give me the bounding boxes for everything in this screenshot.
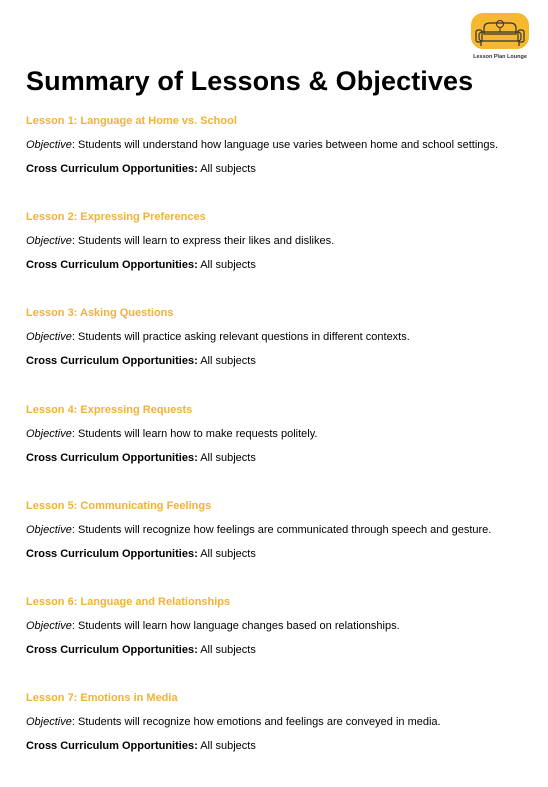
- lesson-heading: Lesson 1: Language at Home vs. School: [26, 115, 237, 127]
- lesson-cross-curriculum: [26, 451, 536, 465]
- objective-text: Students will practice asking relevant questions in different contexts.: [77, 331, 410, 344]
- objective-text: Students will understand how language use varies between home and school settings.: [77, 139, 499, 151]
- lesson-item: [26, 306, 536, 402]
- cross-curriculum-label: Cross Curriculum Opportunities:: [26, 163, 198, 175]
- objective-text: Students will learn how language changes based on relationships.: [77, 619, 400, 632]
- lesson-item: [26, 210, 536, 306]
- objective-separator: :: [71, 331, 78, 344]
- lesson-item: [26, 691, 536, 787]
- objective-separator: :: [71, 619, 78, 632]
- brand-name: Lesson Plan Lounge: [473, 54, 527, 60]
- objective-label: Objective: [26, 427, 72, 440]
- objective-label: Objective: [26, 716, 72, 729]
- cross-curriculum-label: Cross Curriculum Opportunities:: [26, 355, 198, 368]
- lesson-item: [26, 403, 536, 499]
- couch-logo-icon: [466, 12, 534, 56]
- cross-curriculum-text: All subjects: [200, 740, 256, 753]
- objective-label: Objective: [26, 619, 72, 632]
- cross-curriculum-label: Cross Curriculum Opportunities:: [26, 547, 198, 560]
- objective-separator: :: [71, 235, 78, 248]
- objective-text: Students will recognize how emotions and feelings are conveyed in media.: [77, 716, 441, 729]
- brand-logo: [466, 12, 534, 66]
- page-title: Summary of Lessons & Objectives: [26, 66, 474, 96]
- lesson-objective: [26, 427, 536, 441]
- objective-label: Objective: [26, 235, 72, 248]
- lesson-objective: [26, 234, 536, 248]
- lesson-cross-curriculum: [26, 547, 536, 561]
- objective-separator: :: [71, 716, 78, 729]
- lesson-cross-curriculum: [26, 258, 536, 272]
- lesson-item: [26, 499, 536, 595]
- lesson-heading: Lesson 4: Expressing Requests: [26, 403, 193, 416]
- objective-separator: :: [71, 523, 78, 536]
- lesson-list: [26, 114, 536, 787]
- cross-curriculum-text: All subjects: [200, 547, 256, 560]
- cross-curriculum-label: Cross Curriculum Opportunities:: [26, 740, 198, 753]
- objective-separator: :: [71, 427, 78, 440]
- lesson-heading: Lesson 7: Emotions in Media: [26, 692, 178, 705]
- lesson-objective: [26, 138, 536, 152]
- lesson-objective: [26, 523, 536, 537]
- objective-separator: :: [71, 139, 78, 151]
- lesson-objective: [26, 330, 536, 344]
- lesson-heading: Lesson 6: Language and Relationships: [26, 595, 231, 608]
- cross-curriculum-text: All subjects: [200, 451, 256, 464]
- lesson-objective: [26, 715, 536, 729]
- objective-label: Objective: [26, 331, 72, 344]
- lesson-cross-curriculum: [26, 162, 536, 176]
- lesson-item: [26, 114, 536, 210]
- lesson-objective: [26, 619, 536, 633]
- cross-curriculum-label: Cross Curriculum Opportunities:: [26, 451, 198, 464]
- cross-curriculum-text: All subjects: [200, 163, 256, 175]
- lesson-cross-curriculum: [26, 354, 536, 368]
- lesson-cross-curriculum: [26, 739, 536, 753]
- objective-text: Students will learn to express their likes and dislikes.: [77, 235, 335, 248]
- lesson-item: [26, 595, 536, 691]
- objective-label: Objective: [26, 523, 72, 536]
- objective-text: Students will learn how to make requests politely.: [77, 427, 318, 440]
- lesson-cross-curriculum: [26, 643, 536, 657]
- cross-curriculum-text: All subjects: [200, 355, 256, 368]
- cross-curriculum-label: Cross Curriculum Opportunities:: [26, 259, 198, 272]
- cross-curriculum-text: All subjects: [200, 259, 256, 272]
- objective-text: Students will recognize how feelings are communicated through speech and gesture.: [77, 523, 492, 536]
- cross-curriculum-text: All subjects: [200, 643, 256, 656]
- cross-curriculum-label: Cross Curriculum Opportunities:: [26, 643, 198, 656]
- lesson-heading: Lesson 5: Communicating Feelings: [26, 499, 212, 512]
- lesson-heading: Lesson 3: Asking Questions: [26, 307, 174, 320]
- lesson-heading: Lesson 2: Expressing Preferences: [26, 211, 206, 224]
- objective-label: Objective: [26, 139, 72, 151]
